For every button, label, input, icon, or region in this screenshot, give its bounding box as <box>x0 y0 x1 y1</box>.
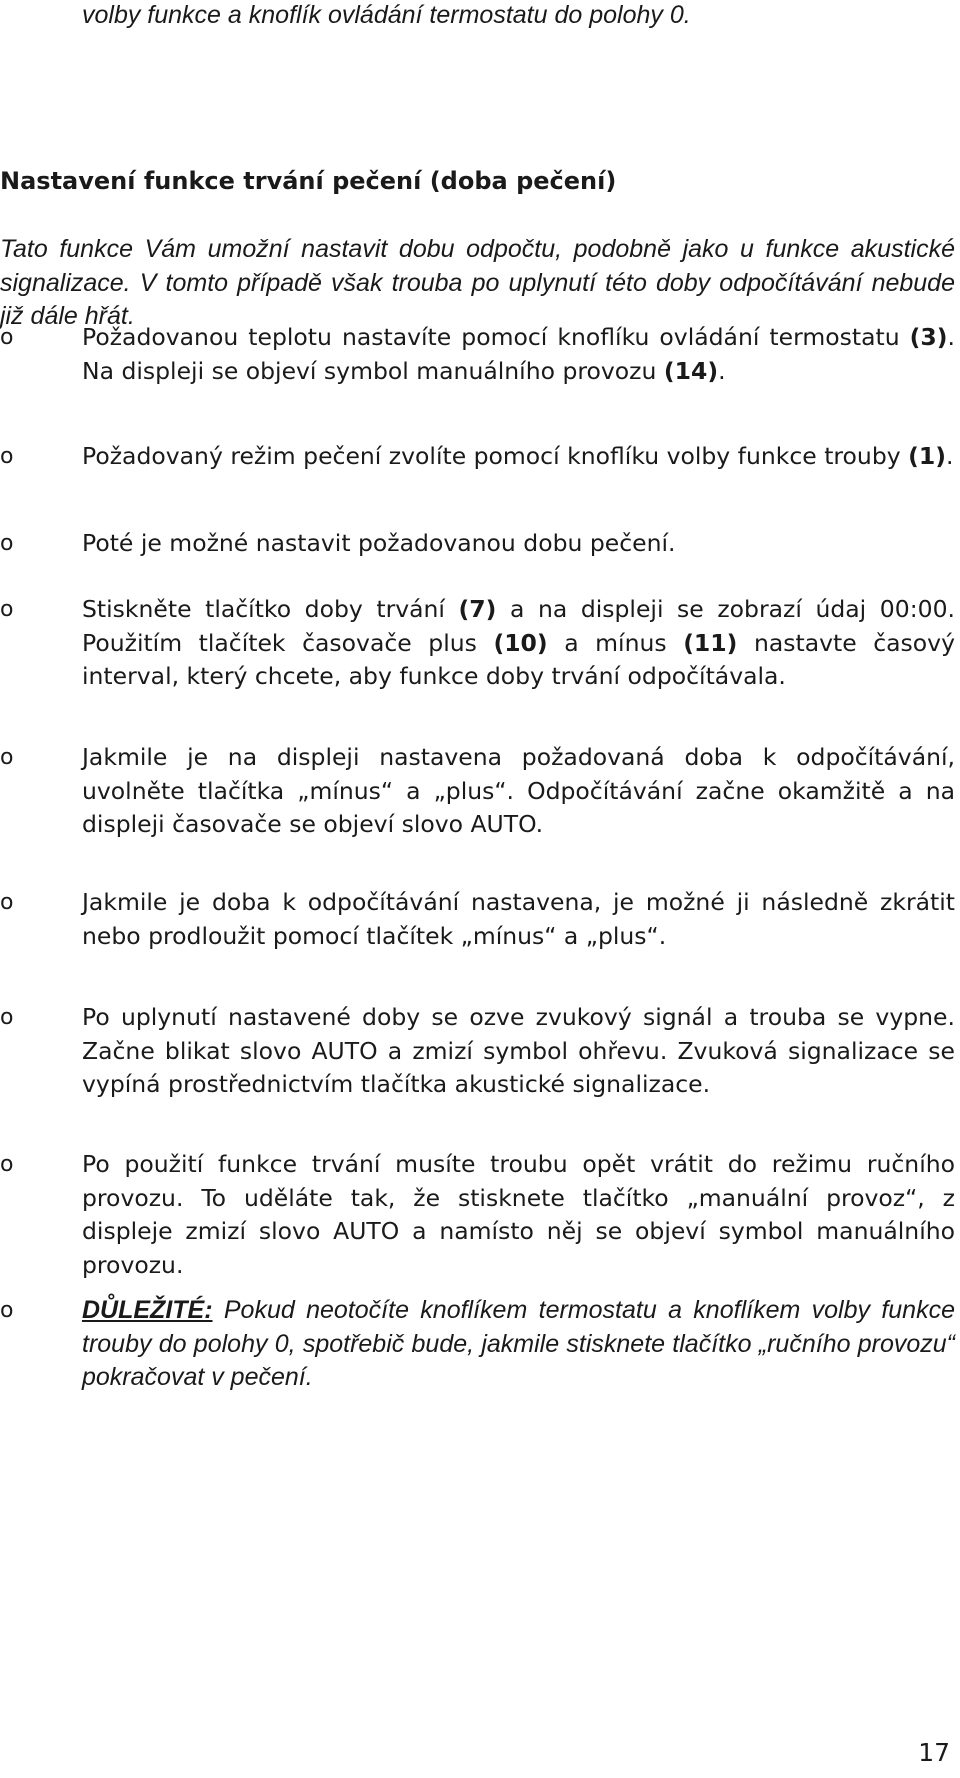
text-run: nastavte časový interval, který chcete, aby funkce doby trvání odpočítávala. <box>82 628 955 690</box>
text-run: . Na displeji se objeví symbol manuálního provozu <box>82 323 955 385</box>
text-run: Po použití funkce trvání musíte troubu opět vrátit do režimu ručního provozu. To uděláte tak, že stisknete tlačítko „manuální provoz“, z displeje zmizí slovo AUTO a namísto něj se objeví symbol manuálního provozu. <box>82 1150 955 1279</box>
text-run: a mínus <box>547 628 684 657</box>
list-item-text <box>82 1294 955 1395</box>
text-run: Stiskněte tlačítko doby trvání <box>82 595 459 623</box>
text-run: Pokud neotočíte knoflíkem termostatu a knoflíkem volby funkce trouby do polohy 0, spotřebič bude, jakmile stisknete tlačítko „ručního provozu“ pokračovat v pečení. <box>82 1296 955 1391</box>
reference-number: (14) <box>663 356 719 385</box>
text-run: Požadovanou teplotu nastavíte pomocí knoflíku ovládání termostatu <box>82 323 910 351</box>
reference-number: (10) <box>493 628 548 657</box>
text-run: . <box>945 442 954 470</box>
list-item-text <box>82 1001 955 1102</box>
bullet-marker: o <box>0 531 14 556</box>
text-run: Poté je možné nastavit požadovanou dobu pečení. <box>82 529 676 557</box>
list-item-text <box>82 741 955 842</box>
list-item-text <box>82 321 955 388</box>
text-run: Jakmile je doba k odpočítávání nastavena, je možné ji následně zkrátit nebo prodloužit pomocí tlačítek „mínus“ a „plus“. <box>82 888 955 950</box>
list-item-text <box>82 440 955 474</box>
reference-number: (1) <box>908 442 946 470</box>
bullet-marker: o <box>0 1298 14 1323</box>
text-run: . <box>718 356 726 385</box>
bullet-marker: o <box>0 597 14 622</box>
reference-number: (11) <box>683 628 738 657</box>
bullet-marker: o <box>0 325 14 350</box>
text-run: Požadovaný režim pečení zvolíte pomocí knoflíku volby funkce trouby <box>82 442 909 470</box>
list-item-text <box>82 1148 955 1282</box>
list-item-text <box>82 593 955 694</box>
reference-number: (3) <box>909 323 948 351</box>
bullet-marker: o <box>0 1152 14 1177</box>
list-item-text <box>82 886 955 953</box>
section-heading: Nastavení funkce trvání pečení (doba pečení) <box>0 167 617 195</box>
bullet-marker: o <box>0 444 14 469</box>
reference-number: (7) <box>458 595 497 623</box>
bullet-marker: o <box>0 890 14 915</box>
text-run: Po uplynutí nastavené doby se ozve zvukový signál a trouba se vypne. Začne blikat slovo AUTO a zmizí symbol ohřevu. Zvuková signalizace se vypíná prostřednictvím tlačítka akustické signalizace. <box>82 1003 955 1098</box>
list-item-text <box>82 527 955 561</box>
page-number: 17 <box>918 1738 950 1767</box>
intro-paragraph: Tato funkce Vám umožní nastavit dobu odpočtu, podobně jako u funkce akustické signalizace. V tomto případě však trouba po uplynutí této doby odpočítávání nebude již dále hřát. <box>0 235 955 330</box>
previous-page-continuation: volby funkce a knoflík ovládání termostatu do polohy 0. <box>82 1 691 29</box>
important-label: DŮLEŽITÉ: <box>82 1296 213 1324</box>
bullet-marker: o <box>0 1005 14 1030</box>
bullet-marker: o <box>0 745 14 770</box>
text-run: a na displeji se zobrazí údaj 00:00. Použitím tlačítek časovače plus <box>82 595 955 657</box>
text-run: Jakmile je na displeji nastavena požadovaná doba k odpočítávání, uvolněte tlačítka „mínus“ a „plus“. Odpočítávání začne okamžitě a na displeji časovače se objeví slovo AUTO. <box>82 743 955 838</box>
